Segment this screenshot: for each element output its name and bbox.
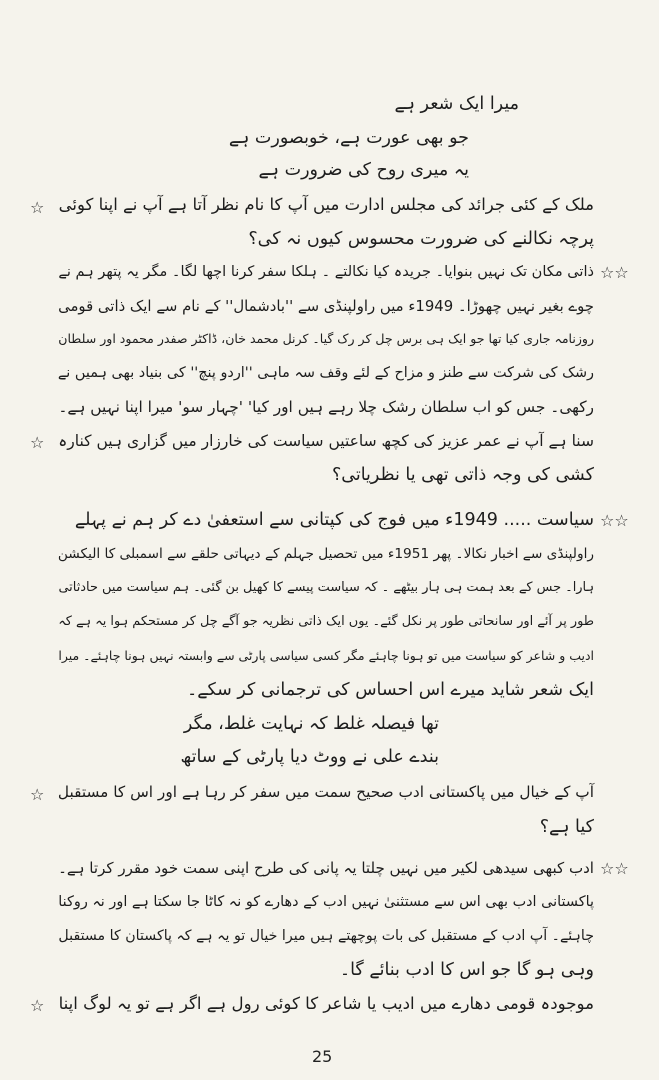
question-line: ملک کے کئی جرائد کی مجلس ادارت میں آپ کا نام نظر آتا ہے آپ نے اپنا کوئی [58,195,594,214]
star-bullet-icon: ☆ [30,198,45,217]
answer-line: رکھی۔ جس کو اب سلطان رشک چلا رہے ہیں اور کیا' 'چہار سو' میرا اپنا نہیں ہے۔ [58,398,594,416]
verse-line: یہ میری روح کی ضرورت ہے [258,160,469,180]
question-line: پرچہ نکالنے کی ضرورت محسوس کیوں نہ کی؟ [248,229,594,249]
answer-line: ادب کبھی سیدھی لکیر میں نہیں چلتا یہ پانی کی طرح اپنی سمت خود مقرر کرتا ہے۔ [58,859,594,877]
double-star-bullet-icon: ☆☆ [600,859,629,878]
intro-line: میرا ایک شعر ہے [394,94,519,114]
double-star-bullet-icon: ☆☆ [600,511,629,530]
star-bullet-icon: ☆ [30,996,45,1015]
answer-line: چوے بغیر نہیں چھوڑا۔ 1949ء میں راولپنڈی سے ''بادشمال'' کے نام سے ایک ذاتی قومی [58,297,594,315]
answer-line: ادیب و شاعر کو سیاست میں تو ہونا چاہئے مگر کسی سیاسی پارٹی سے وابستہ نہیں ہونا چاہئے۔ میرا [58,648,594,663]
question-line: سنا ہے آپ نے عمر عزیز کی کچھ ساعتیں سیاست کی خارزار میں گزاری ہیں کنارہ [58,432,594,450]
answer-line: چاہئے۔ آپ ادب کے مستقبل کی بات پوچھتے ہیں میرا خیال تو یہ ہے کہ پاکستان کا مستقبل [58,928,594,944]
answer-line: راولپنڈی سے اخبار نکالا۔ پھر 1951ء میں تحصیل جہلم کے دیہاتی حلقے سے اسمبلی کا الیکشن [57,546,594,562]
verse-line: تھا فیصلہ غلط کہ نہایت غلط، مگر [183,714,439,734]
page-number: 25 [312,1047,333,1066]
star-bullet-icon: ☆ [30,433,45,452]
answer-line: طور پر آئے اور سانحاتی طور پر نکل گئے۔ یوں ایک ذاتی نظریہ جو آگے چل کر مستحکم ہوا یہ ہے کہ [58,614,594,629]
answer-line: ایک شعر شاید میرے اس احساس کی ترجمانی کر سکے۔ [186,680,594,700]
double-star-bullet-icon: ☆☆ [600,263,629,282]
question-line: آپ کے خیال میں پاکستانی ادب صحیح سمت میں سفر کر رہا ہے اور اس کا مستقبل [57,783,594,801]
answer-line: پاکستانی ادب بھی اس سے مستثنیٰ نہیں ادب کے دھارے کو نہ کاٹا جا سکتا ہے اور نہ روکنا [58,894,594,910]
answer-line: وہی ہو گا جو اس کا ادب بنائے گا۔ [339,960,594,980]
star-bullet-icon: ☆ [30,785,45,804]
answer-line: سیاست ..... 1949ء میں فوج کی کپتانی سے استعفیٰ دے کر ہم نے پہلے [74,510,594,530]
question-line: کشی کی وجہ ذاتی تھی یا نظریاتی؟ [331,465,594,485]
answer-line: ہارا۔ جس کے بعد ہمت ہی ہار بیٹھے ۔ کہ سیاست پیسے کا کھیل بن گئی۔ ہم سیاست میں حادثاتی [58,580,594,595]
answer-line: رشک کی شرکت سے طنز و مزاح کے لئے وقف سہ ماہی ''اردو پنچ'' کی بنیاد بھی ہمیں نے [57,365,594,381]
answer-line: ذاتی مکان تک نہیں بنوایا۔ جریدہ کیا نکالتے ۔ ہلکا سفر کرنا اچھا لگا۔ مگر یہ پتھر ہم نے [58,263,594,280]
verse-line: بندے علی نے ووٹ دیا پارٹی کے ساتھ [180,747,439,767]
answer-line: روزنامہ جاری کیا تھا جو ایک ہی برس چل کر رک گیا۔ کرنل محمد خان، ڈاکٹر صفدر محمود اور سلطان [58,331,594,346]
question-line: کیا ہے؟ [539,817,594,837]
verse-line: جو بھی عورت ہے، خوبصورت ہے [228,128,469,148]
question-line: موجودہ قومی دھارے میں ادیب یا شاعر کا کوئی رول ہے اگر ہے تو یہ لوگ اپنا [58,994,594,1013]
